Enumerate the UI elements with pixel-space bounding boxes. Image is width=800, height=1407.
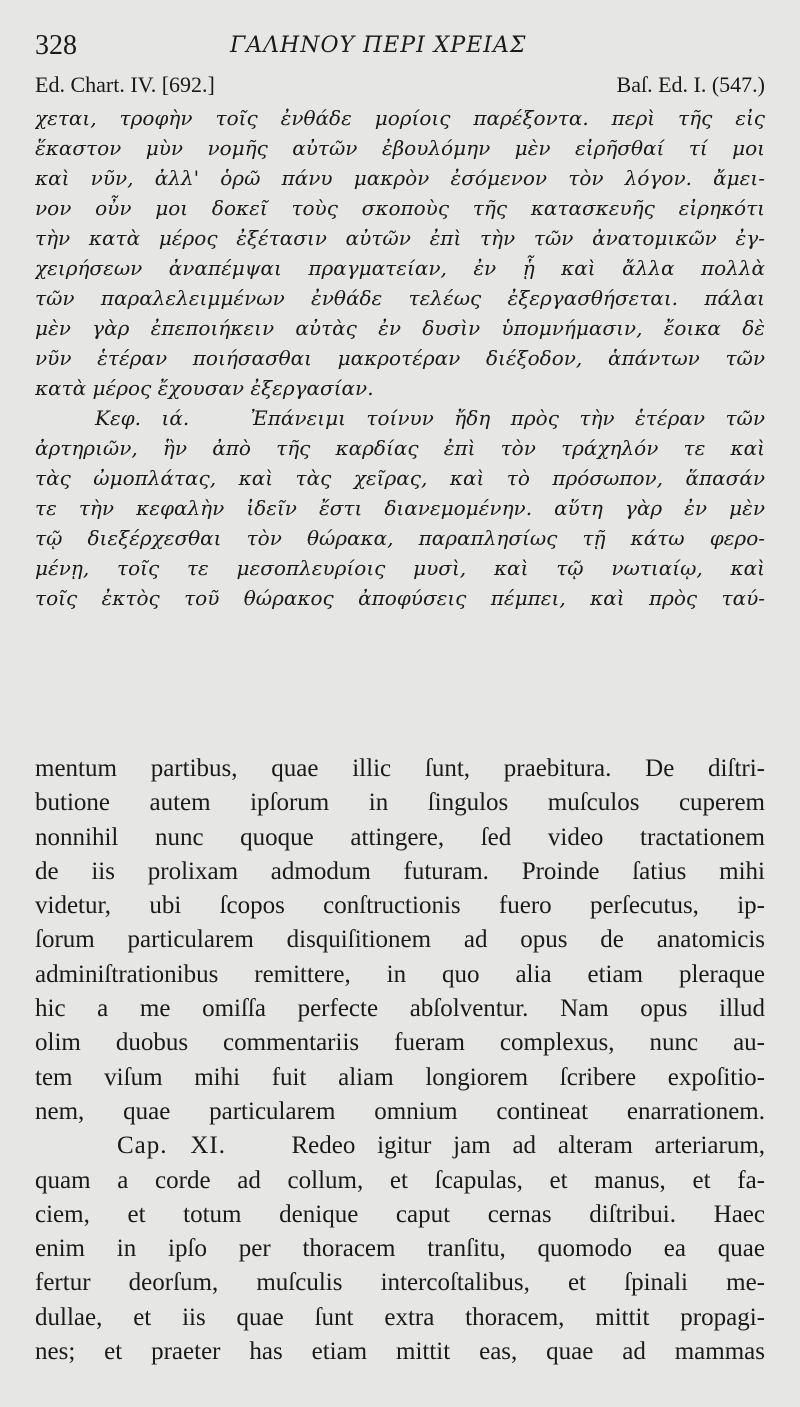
greek-text-block xyxy=(35,103,765,613)
greek-line: τῷ διεξέρχεσθαι τὸν θώρακα, παραπλησίως τῇ κάτω φερο- xyxy=(35,526,765,550)
latin-line: ſorum particularem disquiſitionem ad opus de anatomicis xyxy=(35,926,765,954)
latin-line: nes; et praeter has etiam mittit eas, quae ad mammas xyxy=(35,1338,765,1366)
latin-text-block xyxy=(35,752,765,1369)
greek-chapter-heading-line xyxy=(35,403,765,433)
greek-line: νον οὖν μοι δοκεῖ τοὺς σκοποὺς τῆς κατασκευῆς εἰρηκότι xyxy=(35,196,765,220)
greek-line: τε τὴν κεφαλὴν ἰδεῖν ἔστι διανεμομένην. αὕτη γὰρ ἐν μὲν xyxy=(35,496,765,520)
latin-line: adminiſtrationibus remittere, in quo alia etiam pleraque xyxy=(35,960,765,988)
running-head xyxy=(35,28,765,64)
latin-line: mentum partibus, quae illic ſunt, praebitura. De diſtri- xyxy=(35,755,765,782)
greek-line: ἀρτηριῶν, ἣν ἀπὸ τῆς καρδίας ἐπὶ τὸν τράχηλόν τε καὶ xyxy=(35,436,765,460)
latin-line: dullae, et iis quae ſunt extra thoracem, mittit propagi- xyxy=(35,1303,765,1331)
edition-basel: Baſ. Ed. I. (547.) xyxy=(616,72,765,97)
greek-line: τοῖς ἐκτὸς τοῦ θώρακος ἀποφύσεις πέμπει, καὶ πρὸς ταύ- xyxy=(35,586,765,610)
latin-line: nem, quae particularem omnium contineat enarrationem. xyxy=(35,1097,765,1125)
greek-line: ἕκαστον μὺν νομῆς αὐτῶν ἐβουλόμην μὲν εἰρῆσθαί τί μοι xyxy=(35,136,765,160)
greek-chapter-first-line: Ἐπάνειμι τοίνυν ἤδη πρὸς τὴν ἑτέραν τῶν xyxy=(250,406,765,430)
latin-line: butione autem ipſorum in ſingulos muſculos cuperem xyxy=(35,789,765,817)
greek-line: τὰς ὠμοπλάτας, καὶ τὰς χεῖρας, καὶ τὸ πρόσωπον, ἅπασάν xyxy=(35,466,765,490)
latin-line: olim duobus commentariis fueram complexus, nunc au- xyxy=(35,1029,765,1057)
latin-line: videtur, ubi ſcopos conſtructionis fuero perſecutus, ip- xyxy=(35,892,765,920)
latin-line: quam a corde ad collum, et ſcapulas, et manus, et fa- xyxy=(35,1166,765,1194)
latin-line: enim in ipſo per thoracem tranſitu, quomodo ea quae xyxy=(35,1235,765,1263)
running-title: ΓΑΛΗΝΟΥ ΠΕΡΙ ΧΡΕΙΑΣ xyxy=(230,33,527,58)
latin-line: nonnihil nunc quoque attingere, ſed video tractationem xyxy=(35,823,765,851)
latin-line: fertur deorſum, muſculis intercoſtalibus, et ſpinali me- xyxy=(35,1269,765,1297)
greek-line: χειρήσεων ἀναπέμψαι πραγματείαν, ἐν ᾗ καὶ ἄλλα πολλὰ xyxy=(35,256,765,280)
edition-chartier: Ed. Chart. IV. [692.] xyxy=(35,72,215,97)
greek-line: τὴν κατὰ μέρος ἐξέτασιν αὐτῶν ἐπὶ τὴν τῶν ἀνατομικῶν ἐγ- xyxy=(35,226,765,250)
latin-chapter-heading-line xyxy=(35,1129,765,1163)
greek-chapter-label: Κεφ. ιά. xyxy=(95,406,190,430)
latin-line: de iis prolixam admodum futuram. Proinde ſatius mihi xyxy=(35,857,765,885)
page-number: 328 xyxy=(35,30,77,61)
latin-chapter-first-line: Redeo igitur jam ad alteram arteriarum, xyxy=(291,1132,765,1160)
greek-line: μένῃ, τοῖς τε μεσοπλευρίοις μυσὶ, καὶ τῷ νωτιαίῳ, καὶ xyxy=(35,556,765,580)
greek-line: μὲν γὰρ ἐπεποιήκειν αὐτὰς ἐν δυσὶν ὑπομνήμασιν, ἔοικα δὲ xyxy=(35,316,765,340)
latin-chapter-label: Cap. XI. xyxy=(117,1132,226,1160)
latin-line: ciem, et totum denique caput cernas diſtribui. Haec xyxy=(35,1200,765,1228)
latin-line: hic a me omiſſa perfecte abſolventur. Nam opus illud xyxy=(35,995,765,1023)
latin-line: tem viſum mihi fuit aliam longiorem ſcribere expoſitio- xyxy=(35,1063,765,1091)
greek-line: νῦν ἑτέραν ποιήσασθαι μακροτέραν διέξοδον, ἁπάντων τῶν xyxy=(35,346,765,370)
greek-line: κατὰ μέρος ἔχουσαν ἐξεργασίαν. xyxy=(35,376,374,400)
greek-line: χεται, τροφὴν τοῖς ἐνθάδε μορίοις παρέξοντα. περὶ τῆς εἰς xyxy=(35,106,765,130)
edition-reference-line xyxy=(35,70,765,100)
greek-line: τῶν παραλελειμμένων ἐνθάδε τελέως ἐξεργασθήσεται. πάλαι xyxy=(35,286,765,310)
greek-line: καὶ νῦν, ἀλλ' ὁρῶ πάνυ μακρὸν ἐσόμενον τὸν λόγον. ἄμει- xyxy=(35,166,765,190)
